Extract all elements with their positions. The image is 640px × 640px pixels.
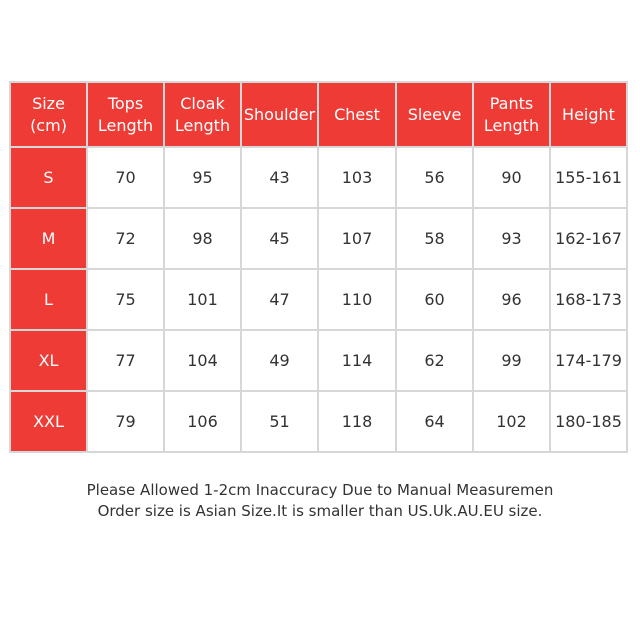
table-cell: 58	[397, 209, 472, 268]
table-cell: 77	[88, 331, 163, 390]
header-height: Height	[551, 83, 626, 146]
table-cell: 93	[474, 209, 549, 268]
asian-size-note: Order size is Asian Size.It is smaller than US.Uk.AU.EU size.	[97, 502, 543, 520]
table-cell: 49	[242, 331, 317, 390]
table-cell: 47	[242, 270, 317, 329]
table-row	[11, 209, 626, 268]
table-cell: 107	[319, 209, 395, 268]
table-cell: 90	[474, 148, 549, 207]
table-cell: 101	[165, 270, 240, 329]
table-cell: 79	[88, 392, 163, 451]
header-tops-length: Tops Length	[88, 83, 163, 146]
table-cell: 75	[88, 270, 163, 329]
header-sleeve: Sleeve	[397, 83, 472, 146]
table-cell: 60	[397, 270, 472, 329]
table-cell: 118	[319, 392, 395, 451]
table-cell: 98	[165, 209, 240, 268]
table-cell: 114	[319, 331, 395, 390]
table-row	[11, 392, 626, 451]
table-cell: 102	[474, 392, 549, 451]
size-chart-table	[9, 81, 628, 453]
size-label: L	[11, 270, 86, 329]
size-label: M	[11, 209, 86, 268]
header-chest: Chest	[319, 83, 395, 146]
table-row	[11, 148, 626, 207]
table-cell: 95	[165, 148, 240, 207]
header-size: Size (cm)	[11, 83, 86, 146]
table-cell: 51	[242, 392, 317, 451]
table-cell: 168-173	[551, 270, 626, 329]
header-pants-length: Pants Length	[474, 83, 549, 146]
header-row	[11, 83, 626, 146]
table-cell: 62	[397, 331, 472, 390]
table-cell: 104	[165, 331, 240, 390]
size-label: XXL	[11, 392, 86, 451]
table-cell: 72	[88, 209, 163, 268]
table-cell: 70	[88, 148, 163, 207]
header-shoulder: Shoulder	[242, 83, 317, 146]
table-cell: 99	[474, 331, 549, 390]
table-row	[11, 331, 626, 390]
size-label: XL	[11, 331, 86, 390]
table-cell: 155-161	[551, 148, 626, 207]
table-cell: 103	[319, 148, 395, 207]
table-cell: 110	[319, 270, 395, 329]
table-cell: 64	[397, 392, 472, 451]
table-row	[11, 270, 626, 329]
table-cell: 56	[397, 148, 472, 207]
table-cell: 45	[242, 209, 317, 268]
header-cloak-length: Cloak Length	[165, 83, 240, 146]
table-cell: 162-167	[551, 209, 626, 268]
table-cell: 96	[474, 270, 549, 329]
accuracy-note: Please Allowed 1-2cm Inaccuracy Due to Manual Measuremen	[86, 481, 554, 499]
table-cell: 106	[165, 392, 240, 451]
size-notes	[0, 480, 640, 522]
table-cell: 43	[242, 148, 317, 207]
size-label: S	[11, 148, 86, 207]
table-cell: 174-179	[551, 331, 626, 390]
table-cell: 180-185	[551, 392, 626, 451]
